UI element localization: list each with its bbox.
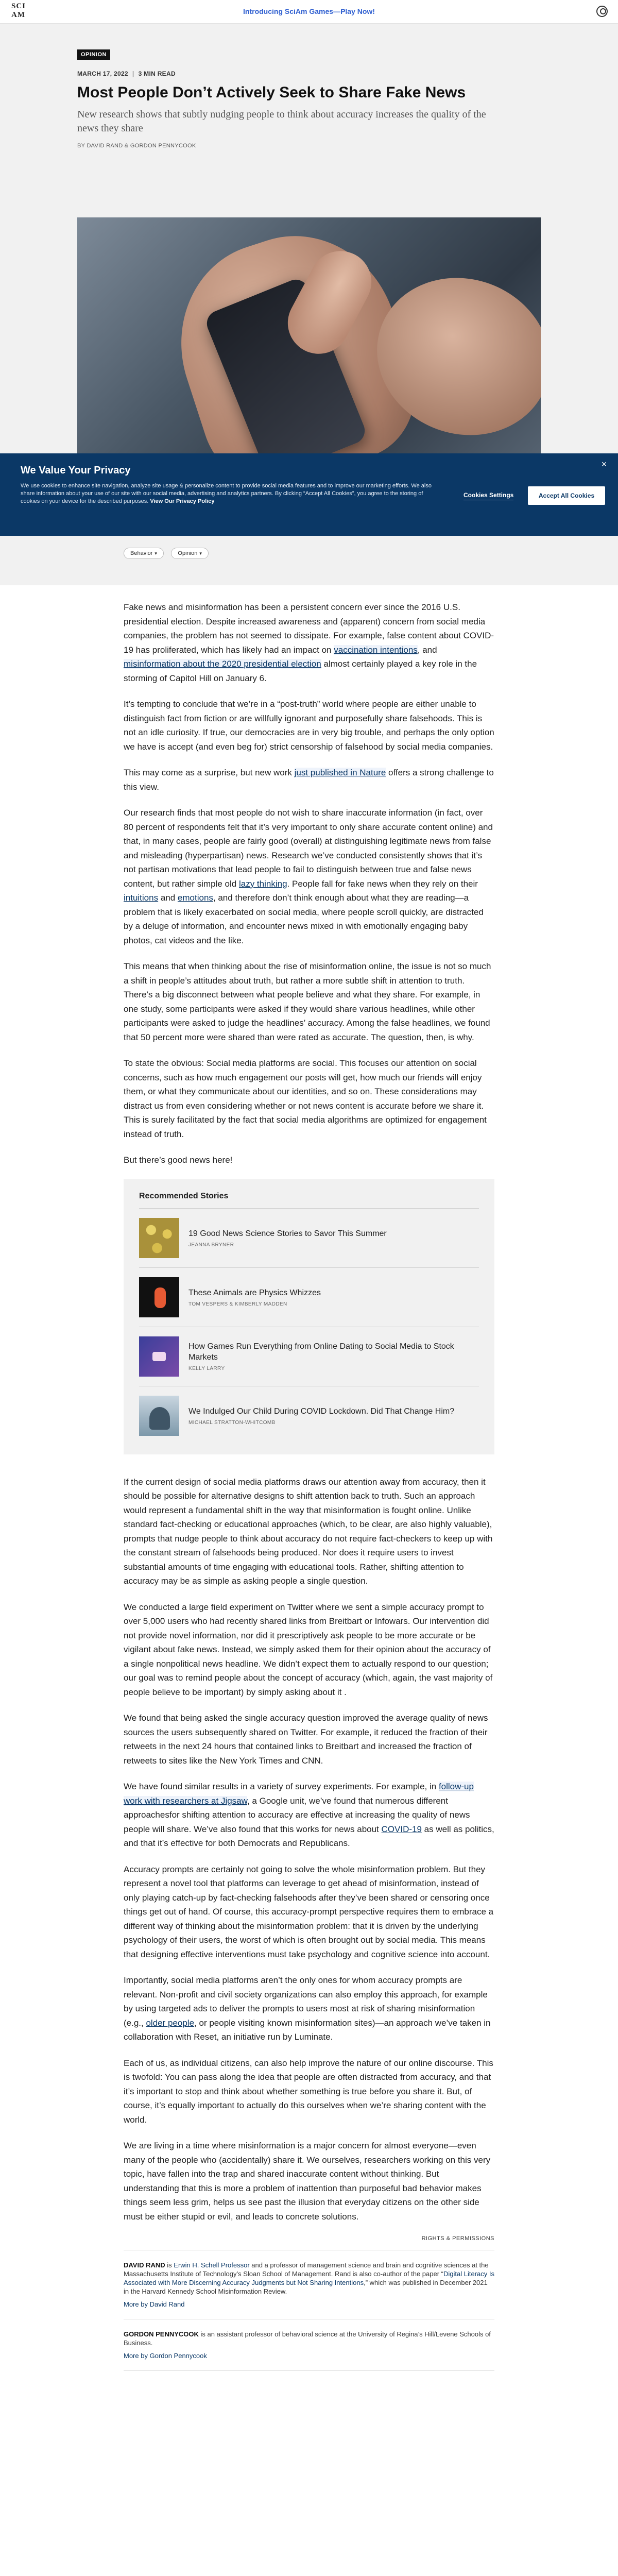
paragraph: This means that when thinking about the rise of misinformation online, the issue is not so much a shift in people’s attitudes about truth, but rather a more subtle shift in attention to truth. There’s a big disconnect between what people believe and what they share. For example, in one study, some participants were asked if they would share various headlines, while other participants were asked to judge the headlines’ accuracy. Among the false headlines, we found that 50 percent more were shared than were rated as accurate. The question, then, is why. <box>124 961 491 1042</box>
older-people-link[interactable]: older people <box>146 2018 195 2028</box>
jigsaw-research-link[interactable]: follow-up work with researchers at Jigsaw <box>124 1782 474 1806</box>
emotions-link[interactable]: emotions <box>177 893 213 903</box>
author-link-pennycook[interactable]: GORDON PENNYCOOK <box>130 143 196 149</box>
paragraph: We conducted a large field experiment on Twitter where we sent a simple accuracy prompt to over 5,000 users who had recently shared links from Breitbart or Infowars. Our intervention did not provide novel information, nor did it prescriptively ask people to be more accurate or be vigilant about fake news. Instead, we simply asked them for their opinion about the accuracy of a single nonpolitical news headline. We didn’t expect them to actually respond to our question; our goal was to remind people about the concept of accuracy (which, again, the vast majority of people believe to be important) by simply asking about it . <box>124 1602 493 1697</box>
games-promo-link[interactable]: Introducing SciAm Games—Play Now! <box>243 7 375 15</box>
nature-paper-link[interactable]: just published in Nature <box>294 768 386 777</box>
byline: BY DAVID RAND & GORDON PENNYCOOK <box>77 143 196 149</box>
thumbnail-image[interactable] <box>139 1218 179 1258</box>
vaccination-intentions-link[interactable]: vaccination intentions <box>334 645 418 655</box>
cookies-settings-button[interactable]: Cookies Settings <box>464 492 513 500</box>
thumbnail-image[interactable] <box>139 1336 179 1377</box>
thumbnail-image[interactable] <box>139 1277 179 1317</box>
author-bio-pennycook: GORDON PENNYCOOK is an assistant professor of behavioral science at the University of Regina’s Hill/Levene Schools of Business. More by Gordon Pennycook <box>124 2319 494 2371</box>
election-misinformation-link[interactable]: misinformation about the 2020 presidential election <box>124 659 321 669</box>
privacy-policy-link[interactable]: View Our Privacy Policy <box>150 498 215 504</box>
opinion-badge[interactable]: OPINION <box>77 49 110 60</box>
professor-link[interactable]: Erwin H. Schell Professor <box>174 2261 250 2269</box>
accept-all-cookies-button[interactable]: Accept All Cookies <box>528 486 605 505</box>
topic-tags <box>124 548 214 559</box>
article-meta: MARCH 17, 2022 | 3 MIN READ <box>77 70 176 77</box>
paragraph: We are living in a time where misinformation is a major concern for almost everyone—even many of the people who (accidentally) share it. We ourselves, researchers working on this very topic, have fallen into the trap and shared inaccurate content without thinking. But understanding that this is more a problem of inattention than purposeful bad behavior makes things seem less grim, helps us see past the illusion that everyday citizens on the other side must be either stupid or evil, and leads to concrete solutions. <box>124 2141 491 2222</box>
list-item[interactable]: We Indulged Our Child During COVID Lockdown. Did That Change Him? MICHAEL STRATTON-WHITCOMB <box>139 1386 479 1445</box>
paragraph: It’s tempting to conclude that we’re in a “post-truth” world where people are either unable to distinguish fact from fiction or are willfully ignorant and purposefully share falsehoods. This is not an idle curiosity. If true, our democracies are in very big trouble, and perhaps the only option we have is accept (and even beg for) strict censorship of falsehood by social media companies. <box>124 699 494 752</box>
tag-opinion[interactable]: Opinion ▾ <box>171 548 208 559</box>
recommended-stories <box>124 1179 494 1454</box>
hero-image-hands-phone <box>77 217 541 454</box>
top-bar <box>0 0 618 24</box>
list-item[interactable]: 19 Good News Science Stories to Savor This Summer JEANNA BRYNER <box>139 1209 479 1268</box>
more-by-pennycook-link[interactable]: More by Gordon Pennycook <box>124 2352 207 2360</box>
paragraph: But there’s good news here! <box>124 1155 233 1165</box>
paragraph: This may come as a surprise, but new work just published in Nature offers a strong challenge to this view. <box>124 768 494 792</box>
paragraph: Accuracy prompts are certainly not going to solve the whole misinformation problem. But they represent a novel tool that platforms can leverage to get ahead of misinformation, instead of only playing catch-up by fact-checking falsehoods after they’ve been shared or censoring once things get out of hand. Of course, this accuracy-prompt perspective requires them to embrace a different way of thinking about the misinformation problem: that it is driven by the underlying psychology of their users, the worst of which is often brought out by social media. This means that designing effective interventions must take psychology and cognitive science into account. <box>124 1864 494 1959</box>
paragraph: If the current design of social media platforms draws our attention away from accuracy, then it should be possible for alternative designs to shift attention back to truth. Such an approach would represent a fundamental shift in the way that misinformation is fought online. Unlike standard fact-checking or educational approaches (which, to be clear, are also highly valuable), prompts that nudge people to think about accuracy do not require fact-checkers to keep up with the constant stream of falsehoods being produced. Nor does it require users to invest substantial amounts of time engaging with educational tools. Rather, shifting attention to accuracy may be as simple as asking people a single question. <box>124 1477 493 1586</box>
paragraph: Importantly, social media platforms aren’t the only ones for whom accuracy prompts are relevant. Non-profit and civil society organizations can also employ this approach, for example by using targeted ads to deliver the prompts to users most at risk of sharing misinformation (e.g., older people, or people visiting known misinformation sites)—an approach we’ve taken in collaboration with Reset, an initiative run by Luminate. <box>124 1975 491 2042</box>
author-bio-rand: DAVID RAND is Erwin H. Schell Professor and a professor of management science and brain and cognitive sciences at the Massachusetts Institute of Technology’s Sloan School of Management. Rand is also co-author of the paper “Digital Literacy Is Associated with More Discerning Accuracy Judgments but Not Sharing Intentions,” which was published in December 2021 in the Harvard Kennedy School Misinformation Review. More by David Rand <box>124 2250 494 2319</box>
paragraph: Fake news and misinformation has been a persistent concern ever since the 2016 U.S. presidential election. Despite increased awareness and (apparent) concern from social media companies, the problem has not seemed to dissipate. For example, false content about COVID-19 has proliferated, which has likely had an impact on vaccination intentions, and misinformation about the 2020 presidential election almost certainly played a key role in the storming of Capitol Hill on January 6. <box>124 602 494 683</box>
read-time: 3 MIN READ <box>138 70 176 77</box>
rights-permissions-link[interactable]: RIGHTS & PERMISSIONS <box>124 2235 494 2250</box>
cookie-title: We Value Your Privacy <box>21 465 131 476</box>
covid-19-link[interactable]: COVID-19 <box>381 1824 422 1834</box>
cookie-banner <box>0 453 618 536</box>
lazy-thinking-link[interactable]: lazy thinking <box>238 878 287 889</box>
author-link-rand[interactable]: DAVID RAND <box>87 143 123 149</box>
user-circle-icon[interactable] <box>596 6 608 17</box>
intuitions-link[interactable]: intuitions <box>124 893 159 903</box>
chevron-down-icon: ▾ <box>154 551 157 556</box>
chevron-down-icon: ▾ <box>199 551 202 556</box>
paragraph: We have found similar results in a variety of survey experiments. For example, in follow-up work with researchers at Jigsaw, a Google unit, we’ve found that numerous different approachesfor shifting attention to accuracy are effective at increasing the quality of news people will share. We’ve also found that this works for news about COVID-19 as well as politics, and that it’s effective for both Democrats and Republicans. <box>124 1782 494 1848</box>
paper-link[interactable]: Digital Literacy Is Associated with More Discerning Accuracy Judgments but Not Sharing Intentions <box>124 2270 494 2286</box>
paragraph: To state the obvious: Social media platforms are social. This focuses our attention on social concerns, such as how much engagement our posts will get, how much our friends will enjoy them, or what they communicate about our identities, and so on. These considerations may distract us from even considering whether or not news content is accurate before we share it. This is surely facilitated by the fact that social media algorithms are optimized for engagement instead of truth. <box>124 1058 487 1139</box>
more-by-rand-link[interactable]: More by David Rand <box>124 2300 185 2308</box>
article-title: Most People Don’t Actively Seek to Share Fake News <box>77 84 466 101</box>
publish-date: MARCH 17, 2022 <box>77 70 128 77</box>
paragraph: Our research finds that most people do not wish to share inaccurate information (in fact, over 80 percent of respondents felt that it’s very important to only share accurate content online) and that, in many cases, people are fairly good (overall) at distinguishing legitimate news from false and misleading (hyperpartisan) news. Research we’ve conducted consistently shows that it’s not partisan motivations that lead people to fail to distinguish between true and false news content, but rather simple old lazy thinking. People fall for fake news when they rely on their intuitions and emotions, and therefore don’t think enough about what they are reading—a problem that is likely exacerbated on social media, where people scroll quickly, are distracted by a deluge of information, and encounter news mixed in with emotionally engaging baby photos, cat videos and the like. <box>124 808 493 945</box>
tag-behavior[interactable]: Behavior ▾ <box>124 548 164 559</box>
list-item[interactable]: How Games Run Everything from Online Dating to Social Media to Stock Markets KELLY LARRY <box>139 1327 479 1386</box>
thumbnail-image[interactable] <box>139 1396 179 1436</box>
cookie-text: We use cookies to enhance site navigation, analyze site usage & personalize content to provide social media features and to improve our marketing efforts. We also share information about your use of our site with our social media, advertising and analytics partners. By clicking “Accept All Cookies”, you agree to the storing of cookies on your device for the described purposes. View Our Privacy Policy <box>21 483 432 504</box>
close-icon[interactable]: × <box>601 459 607 469</box>
site-logo[interactable]: SCI AM <box>11 2 26 19</box>
recommended-heading: Recommended Stories <box>139 1192 479 1209</box>
article-body <box>124 600 494 2371</box>
article-dek: New research shows that subtly nudging people to think about accuracy increases the quality of the news they share <box>77 109 486 134</box>
paragraph: Each of us, as individual citizens, can also help improve the nature of our online discourse. This is twofold: You can pass along the idea that people are often distracted from accuracy, and that it’s important to stop and think about whether something is true before you share it. But, of course, it’s equally important to actually do this ourselves when we’re sharing content with the world. <box>124 2058 493 2125</box>
paragraph: We found that being asked the single accuracy question improved the average quality of news sources the users subsequently shared on Twitter. For example, it reduced the fraction of their retweets in the next 24 hours that contained links to Breitbart and increased the fraction of retweets to sites like the New York Times and CNN. <box>124 1713 488 1766</box>
list-item[interactable]: These Animals are Physics Whizzes TOM VESPERS & KIMBERLY MADDEN <box>139 1268 479 1327</box>
